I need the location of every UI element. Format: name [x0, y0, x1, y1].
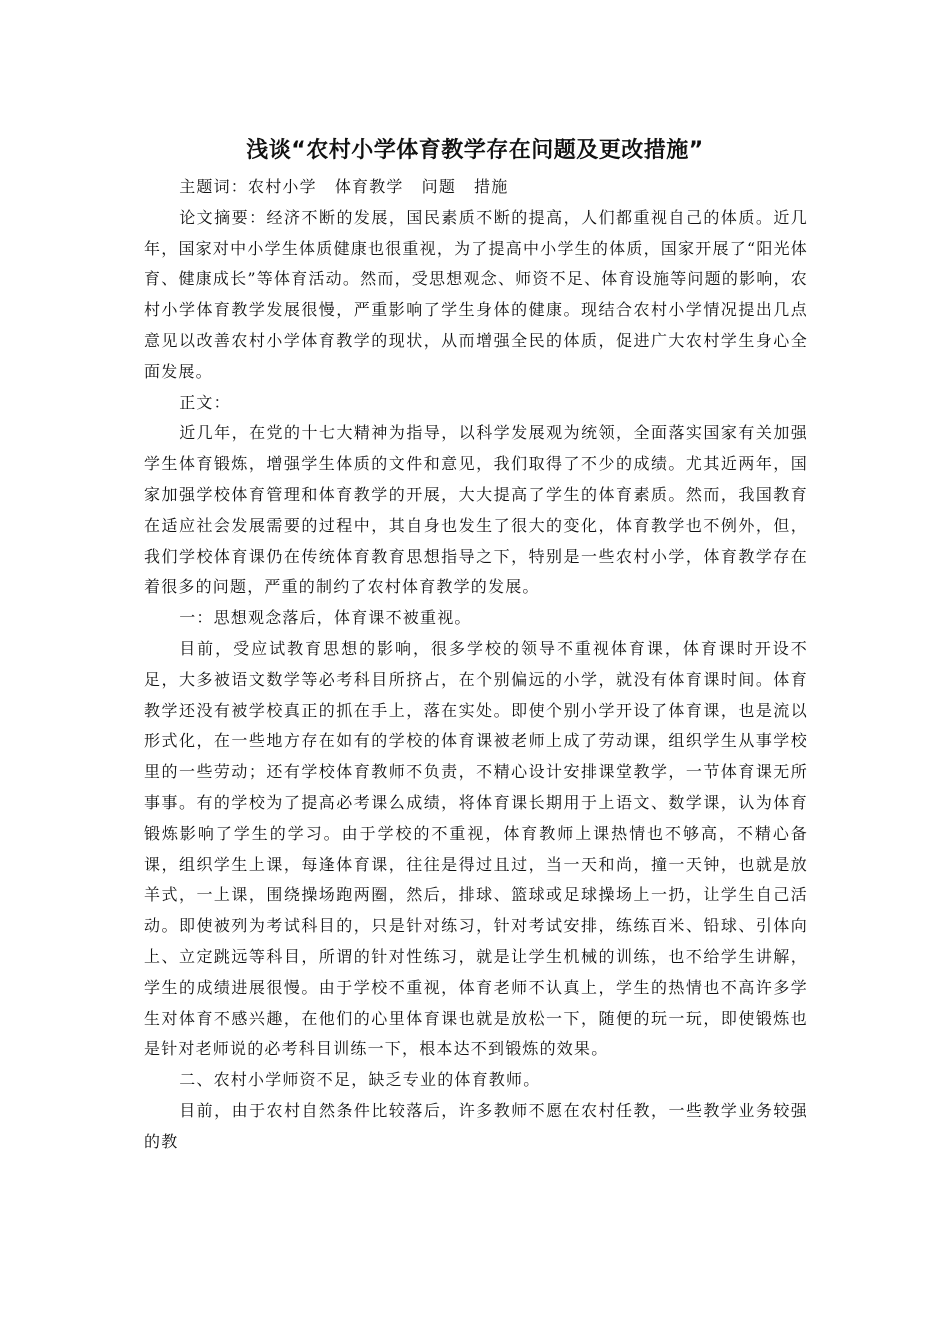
keywords-line: [144, 172, 808, 203]
section-heading-1: 一：思想观念落后，体育课不被重视。: [179, 608, 472, 628]
document-body: [144, 172, 808, 1158]
keyword-item: 农村小学: [248, 177, 317, 196]
body-label: 正文：: [179, 392, 231, 412]
section-paragraph-1: 目前，受应试教育思想的影响，很多学校的领导不重视体育课，体育课时开设不足，大多被语文数学等必考科目所挤占，在个别偏远的小学，就没有体育课时间。体育教学还没有被学校真正的抓在手上，落在实处。即使个别小学开设了体育课，也是流以形式化，在一些地方存在如有的学校的体育课被老师上成了劳动课，组织学生从事学校里的一些劳动；还有学校体育教师不负责，不精心设计安排课堂教学，一节体育课无所事事。有的学校为了提高必考课么成绩，将体育课长期用于上语文、数学课，认为体育锻炼影响了学生的学习。由于学校的不重视，体育教师上课热情也不够高，不精心备课，组织学生上课，每逢体育课，往往是得过且过，当一天和尚，撞一天钟，也就是放羊式，一上课，围绕操场跑两圈，然后，排球、篮球或足球操场上一扔，让学生自己活动。即使被列为考试科目的，只是针对练习，针对考试安排，练练百米、铅球、引体向上、立定跳远等科目，所谓的针对性练习，就是让学生机械的训练，也不给学生讲解，学生的成绩进展很慢。由于学校不重视，体育老师不认真上，学生的热情也不高许多学生对体育不感兴趣，在他们的心里体育课也就是放松一下，随便的玩一玩，即使锻炼也是针对老师说的必考科目训练一下，根本达不到锻炼的效果。: [144, 638, 808, 1059]
keyword-item: 问题: [421, 177, 457, 196]
intro-paragraph: 近几年，在党的十七大精神为指导，以科学发展观为统领，全面落实国家有关加强学生体育锻炼，增强学生体质的文件和意见，我们取得了不少的成绩。尤其近两年，国家加强学校体育管理和体育教学的开展，大大提高了学生的体育素质。然而，我国教育在适应社会发展需要的过程中，其自身也发生了很大的变化，体育教学也不例外，但，我们学校体育课仍在传统体育教育思想指导之下，特别是一些农村小学，体育教学存在着很多的问题，严重的制约了农村体育教学的发展。: [144, 423, 808, 597]
document-title: 浅谈“农村小学体育教学存在问题及更改措施”: [246, 138, 704, 163]
abstract-paragraph: 论文摘要：经济不断的发展，国民素质不断的提高，人们都重视自己的体质。近几年，国家对中小学生体质健康也很重视，为了提高中小学生的体质，国家开展了“阳光体育、健康成长”等体育活动。然而，受思想观念、师资不足、体育设施等问题的影响，农村小学体育教学发展很慢，严重影响了学生身体的健康。现结合农村小学情况提出几点意见以改善农村小学体育教学的现状，从而增强全民的体质，促进广大农村学生身心全面发展。: [144, 207, 808, 381]
keyword-item: 体育教学: [334, 177, 404, 196]
keyword-item: 措施: [474, 177, 509, 196]
section-paragraph-2: 目前，由于农村自然条件比较落后，许多教师不愿在农村任教，一些教学业务较强的教: [144, 1100, 808, 1151]
keywords-label: 主题词：: [179, 177, 248, 196]
section-heading-2: 二、农村小学师资不足，缺乏专业的体育教师。: [179, 1070, 541, 1090]
